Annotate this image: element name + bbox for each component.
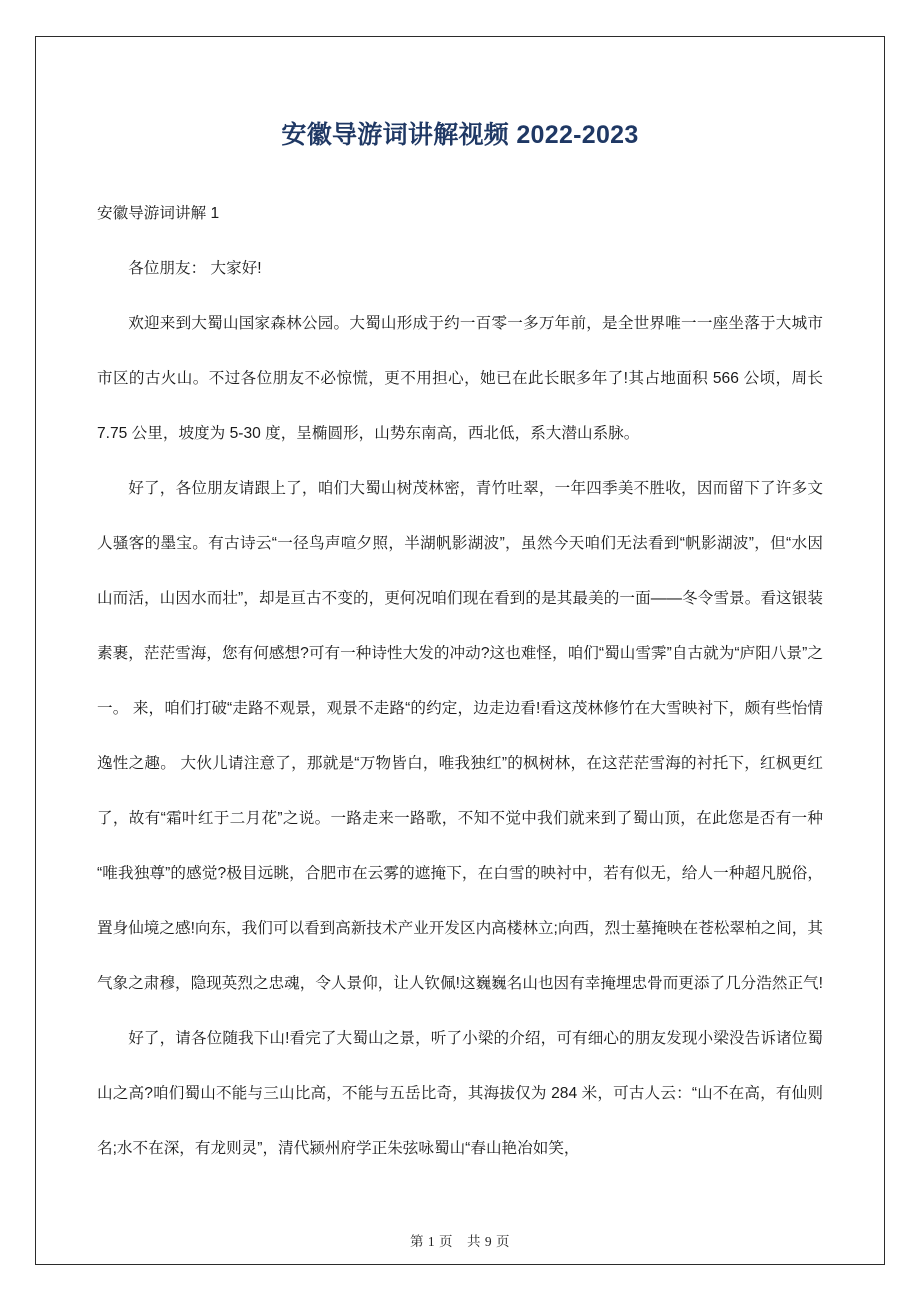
footer-total-pages: 共 9 页	[467, 1234, 510, 1249]
page-title: 安徽导游词讲解视频 2022-2023	[281, 121, 639, 149]
paragraph-scenery: 好了，各位朋友请跟上了，咱们大蜀山树茂林密，青竹吐翠，一年四季美不胜收，因而留下了许多文人骚客的墨宝。有古诗云“一径鸟声喧夕照，半湖帆影湖波”，虽然今天咱们无法看到“帆影湖波”，但“水因山而活，山因水而壮”，却是亘古不变的，更何况咱们现在看到的是其最美的一面——冬令雪景。看这银装素裹，茫茫雪海，您有何感想?可有一种诗性大发的冲动?这也难怪，咱们“蜀山雪霁”自古就为“庐阳八景”之一。 来，咱们打破“走路不观景，观景不走路“的约定，边走边看!看这茂林修竹在大雪映衬下，颇有些怡情逸性之趣。 大伙儿请注意了，那就是“万物皆白，唯我独红”的枫树林，在这茫茫雪海的衬托下，红枫更红了，故有“霜叶红于二月花”之说。一路走来一路歌，不知不觉中我们就来到了蜀山顶，在此您是否有一种“唯我独尊”的感觉?极目远眺，合肥市在云雾的遮掩下，在白雪的映衬中，若有似无，给人一种超凡脱俗，置身仙境之感!向东，我们可以看到高新技术产业开发区内高楼林立;向西，烈士墓掩映在苍松翠柏之间，其气象之肃穆，隐现英烈之忠魂，令人景仰，让人钦佩!这巍巍名山也因有幸掩埋忠骨而更添了几分浩然正气!	[97, 480, 823, 992]
paragraph-greeting: 各位朋友： 大家好!	[128, 260, 262, 277]
paragraph-descent: 好了，请各位随我下山!看完了大蜀山之景，听了小梁的介绍，可有细心的朋友发现小梁没告诉诸位蜀山之高?咱们蜀山不能与三山比高，不能与五岳比奇，其海拔仅为 284 米，可古人云：“山不在高，有仙则名;水不在深，有龙则灵”，清代颍州府学正朱弦咏蜀山“春山艳冶如笑，	[97, 1030, 823, 1157]
section-subheading: 安徽导游词讲解 1	[97, 205, 220, 222]
footer-current-page: 第 1 页	[410, 1234, 453, 1249]
page-footer	[0, 1230, 920, 1250]
page-content	[35, 36, 885, 1265]
paragraph-park-intro: 欢迎来到大蜀山国家森林公园。大蜀山形成于约一百零一多万年前，是全世界唯一一座坐落于大城市市区的古火山。不过各位朋友不必惊慌，更不用担心，她已在此长眠多年了!其占地面积 566 公顷，周长 7.75 公里，坡度为 5-30 度，呈椭圆形，山势东南高，西北低，系大潜山系脉。	[97, 315, 823, 442]
